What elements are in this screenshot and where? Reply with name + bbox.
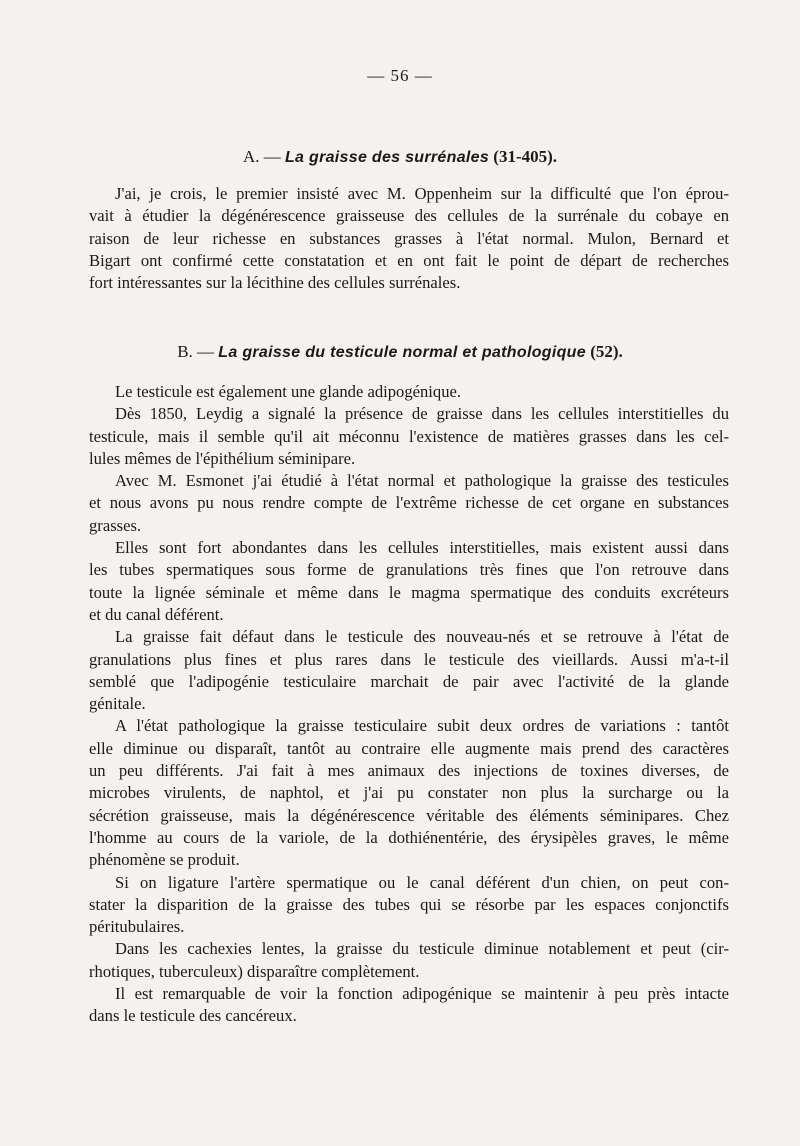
text-line: fort intéressantes sur la lécithine des cellules surrénales. [89, 273, 461, 293]
text-line: péritubulaires. [89, 917, 185, 937]
section-b-reference: (52). [590, 342, 623, 361]
text-line: La graisse fait défaut dans le testicule des nouveau-nés et se retrouve à l'état de [115, 627, 729, 647]
text-line: lules mêmes de l'épithélium séminipare. [89, 448, 356, 468]
text-line: Dans les cachexies lentes, la graisse du testicule diminue notablement et peut (cir- [115, 939, 729, 959]
section-b-heading [0, 342, 800, 362]
text-line: génitale. [89, 694, 146, 714]
text-line: Le testicule est également une glande adipogénique. [115, 382, 462, 401]
text-line: et du canal déférent. [89, 604, 224, 624]
text-line: Avec M. Esmonet j'ai étudié à l'état normal et pathologique la graisse des testicules [115, 471, 729, 491]
text-line: Bigart ont confirmé cette constatation et en ont fait le point de départ de recherches [89, 250, 729, 270]
section-a-letter: A. — [242, 147, 281, 166]
section-a-reference: (31-405). [493, 147, 558, 166]
text-line: Si on ligature l'artère spermatique ou le canal déférent d'un chien, on peut con- [115, 872, 729, 892]
text-line: granulations plus fines et plus rares dans le testicule des vieillards. Aussi m'a-t-il [89, 649, 729, 669]
text-line: dans le testicule des cancéreux. [89, 1006, 297, 1026]
text-line: testicule, mais il semble qu'il ait méconnu l'existence de matières grasses dans les cel- [89, 426, 729, 446]
text-line: semblé que l'adipogénie testiculaire marchait de pair avec l'activité de la glande [89, 671, 729, 691]
text-line: microbes virulents, de naphtol, et j'ai pu constater non plus la surcharge ou la [89, 783, 729, 803]
text-line: grasses. [89, 515, 142, 535]
section-a-body [89, 183, 729, 294]
text-line: les tubes spermatiques sous forme de granulations très fines que l'on retrouve dans [89, 560, 729, 580]
text-line: l'homme au cours de la variole, de la dothiénentérie, des érysipèles graves, le même [89, 827, 729, 847]
page-number: — 56 — [367, 66, 433, 85]
text-line: phénomène se produit. [89, 850, 240, 870]
text-line: raison de leur richesse en substances grasses à l'état normal. Mulon, Bernard et [89, 228, 729, 248]
text-line: A l'état pathologique la graisse testiculaire subit deux ordres de variations : tantôt [115, 716, 729, 736]
section-b-letter: B. — [177, 342, 215, 361]
text-line: un peu différents. J'ai fait à mes animaux des injections de toxines diverses, de [89, 761, 729, 781]
section-b-body [89, 381, 729, 1028]
text-line: et nous avons pu nous rendre compte de l'extrême richesse de cet organe en substances [89, 493, 729, 513]
text-line: vait à étudier la dégénérescence graisseuse des cellules de la surrénale du cobaye en [89, 206, 729, 226]
text-line: J'ai, je crois, le premier insisté avec M. Oppenheim sur la difficulté que l'on éprou- [115, 184, 729, 203]
text-line: elle diminue ou disparaît, tantôt au contraire elle augmente mais prend des caractères [89, 738, 729, 758]
section-b-title: La graisse du testicule normal et pathologique [218, 344, 586, 361]
text-line: sécrétion graisseuse, mais la dégénérescence véritable des éléments séminipares. Chez [89, 805, 729, 825]
text-line: toute la lignée séminale et même dans le magma spermatique des conduits excréteurs [89, 582, 729, 602]
text-line: Dès 1850, Leydig a signalé la présence de graisse dans les cellules interstitielles du [115, 404, 729, 424]
text-line: Elles sont fort abondantes dans les cellules interstitielles, mais existent aussi dans [115, 538, 729, 558]
section-a-heading [0, 147, 800, 167]
text-line: rhotiques, tuberculeux) disparaître complètement. [89, 961, 420, 981]
text-line: Il est remarquable de voir la fonction adipogénique se maintenir à peu près intacte [115, 984, 729, 1004]
section-a-title: La graisse des surrénales [284, 149, 490, 166]
text-line: stater la disparition de la graisse des tubes qui se résorbe par les espaces conjonctifs [89, 894, 729, 914]
